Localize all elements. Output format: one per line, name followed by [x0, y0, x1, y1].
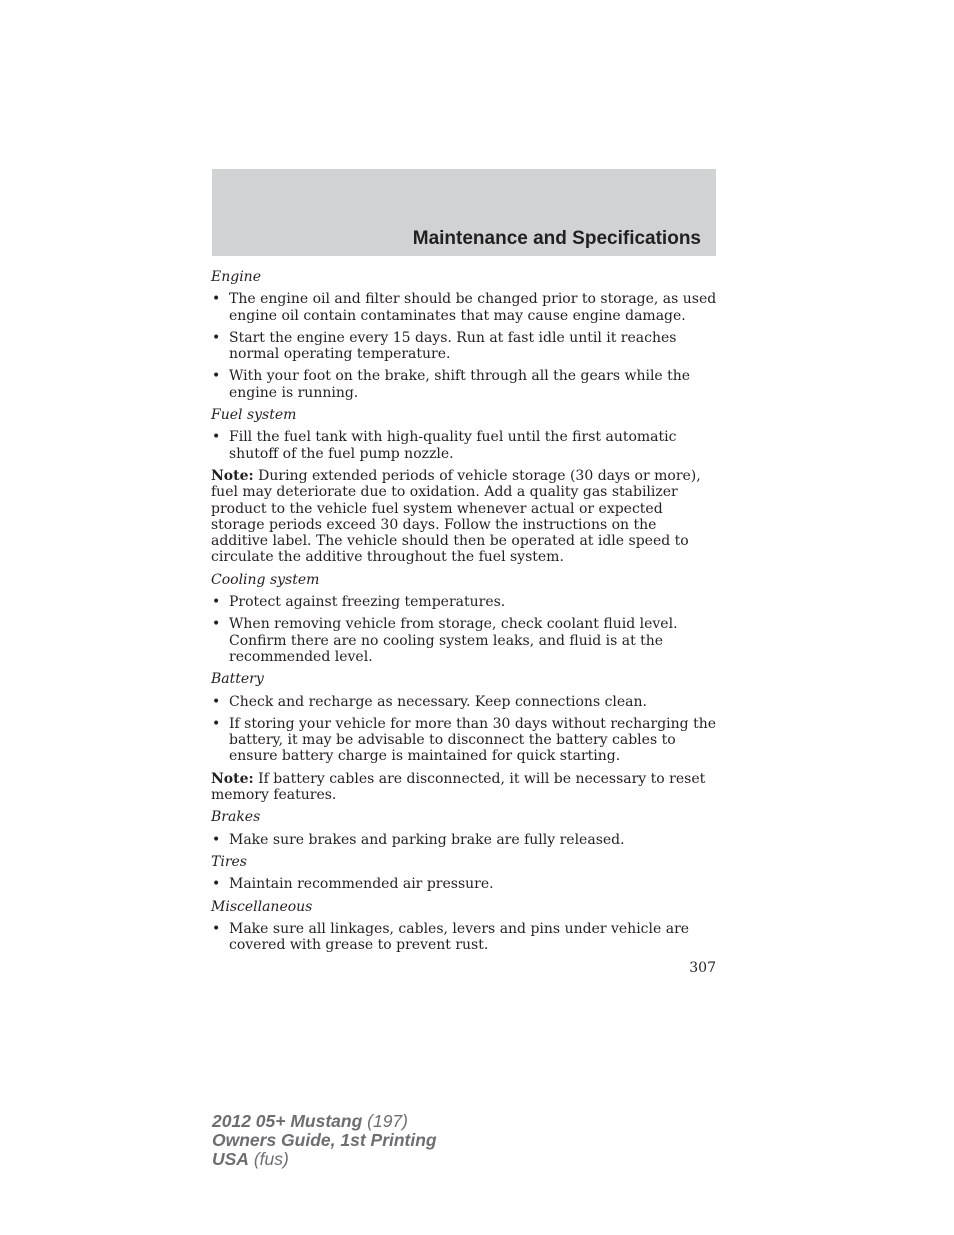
section-heading-miscellaneous: Miscellaneous: [211, 898, 313, 915]
main-content: [211, 266, 717, 959]
list-item: • Start the engine every 15 days. Run at fast idle until it reaches normal operating temperature.: [211, 330, 717, 363]
section-heading-fuel-system: Fuel system: [211, 407, 297, 424]
list-item: • Fill the fuel tank with high-quality fuel until the first automatic shutoff of the fuel pump nozzle.: [211, 429, 717, 462]
footer-guide: Owners Guide, 1st Printing: [212, 1130, 437, 1150]
list-item: • When removing vehicle from storage, check coolant fluid level. Confirm there are no cooling system leaks, and fluid is at the recommended level.: [211, 616, 717, 665]
footer-model-code: (197): [362, 1111, 408, 1131]
page-number: 307: [689, 960, 716, 976]
footer-line-3: [212, 1150, 437, 1169]
note-label: Note:: [211, 770, 254, 787]
page-title: Maintenance and Specifications: [412, 228, 701, 249]
list-item: • If storing your vehicle for more than 30 days without recharging the battery, it may be advisable to disconnect the battery cables to ensure battery charge is maintained for quick starting.: [211, 716, 717, 765]
section-heading-cooling-system: Cooling system: [211, 571, 320, 588]
battery-note: [211, 771, 717, 804]
note-label: Note:: [211, 467, 254, 484]
fuel-note: [211, 468, 717, 566]
list-item: • Make sure brakes and parking brake are fully released.: [211, 832, 717, 848]
document-footer: [212, 1112, 437, 1169]
list-item: • Check and recharge as necessary. Keep connections clean.: [211, 694, 717, 710]
list-item: • Maintain recommended air pressure.: [211, 876, 717, 892]
section-heading-battery: Battery: [211, 671, 264, 688]
footer-line-1: [212, 1112, 437, 1131]
list-item: • Protect against freezing temperatures.: [211, 594, 717, 610]
list-item: • With your foot on the brake, shift through all the gears while the engine is running.: [211, 368, 717, 401]
list-item: • The engine oil and filter should be changed prior to storage, as used engine oil contain contaminates that may cause engine damage.: [211, 291, 717, 324]
section-heading-tires: Tires: [211, 853, 247, 870]
note-text: If battery cables are disconnected, it will be necessary to reset memory features.: [211, 770, 706, 804]
footer-region-code: (fus): [248, 1149, 289, 1169]
header-band: [212, 169, 716, 256]
section-heading-brakes: Brakes: [211, 809, 261, 826]
list-item: • Make sure all linkages, cables, levers and pins under vehicle are covered with grease to prevent rust.: [211, 921, 717, 954]
footer-region: USA: [212, 1149, 249, 1169]
note-text: During extended periods of vehicle storage (30 days or more), fuel may deteriorate due to oxidation. Add a quality gas stabilizer product to the vehicle fuel system whenever actual or expected storage periods exceed 30 days. Follow the instructions on the additive label. The vehicle should then be operated at idle speed to circulate the additive throughout the fuel system.: [211, 467, 701, 566]
footer-model: 2012 05+ Mustang: [212, 1111, 363, 1131]
section-heading-engine: Engine: [211, 269, 261, 285]
footer-line-2: [212, 1131, 437, 1150]
